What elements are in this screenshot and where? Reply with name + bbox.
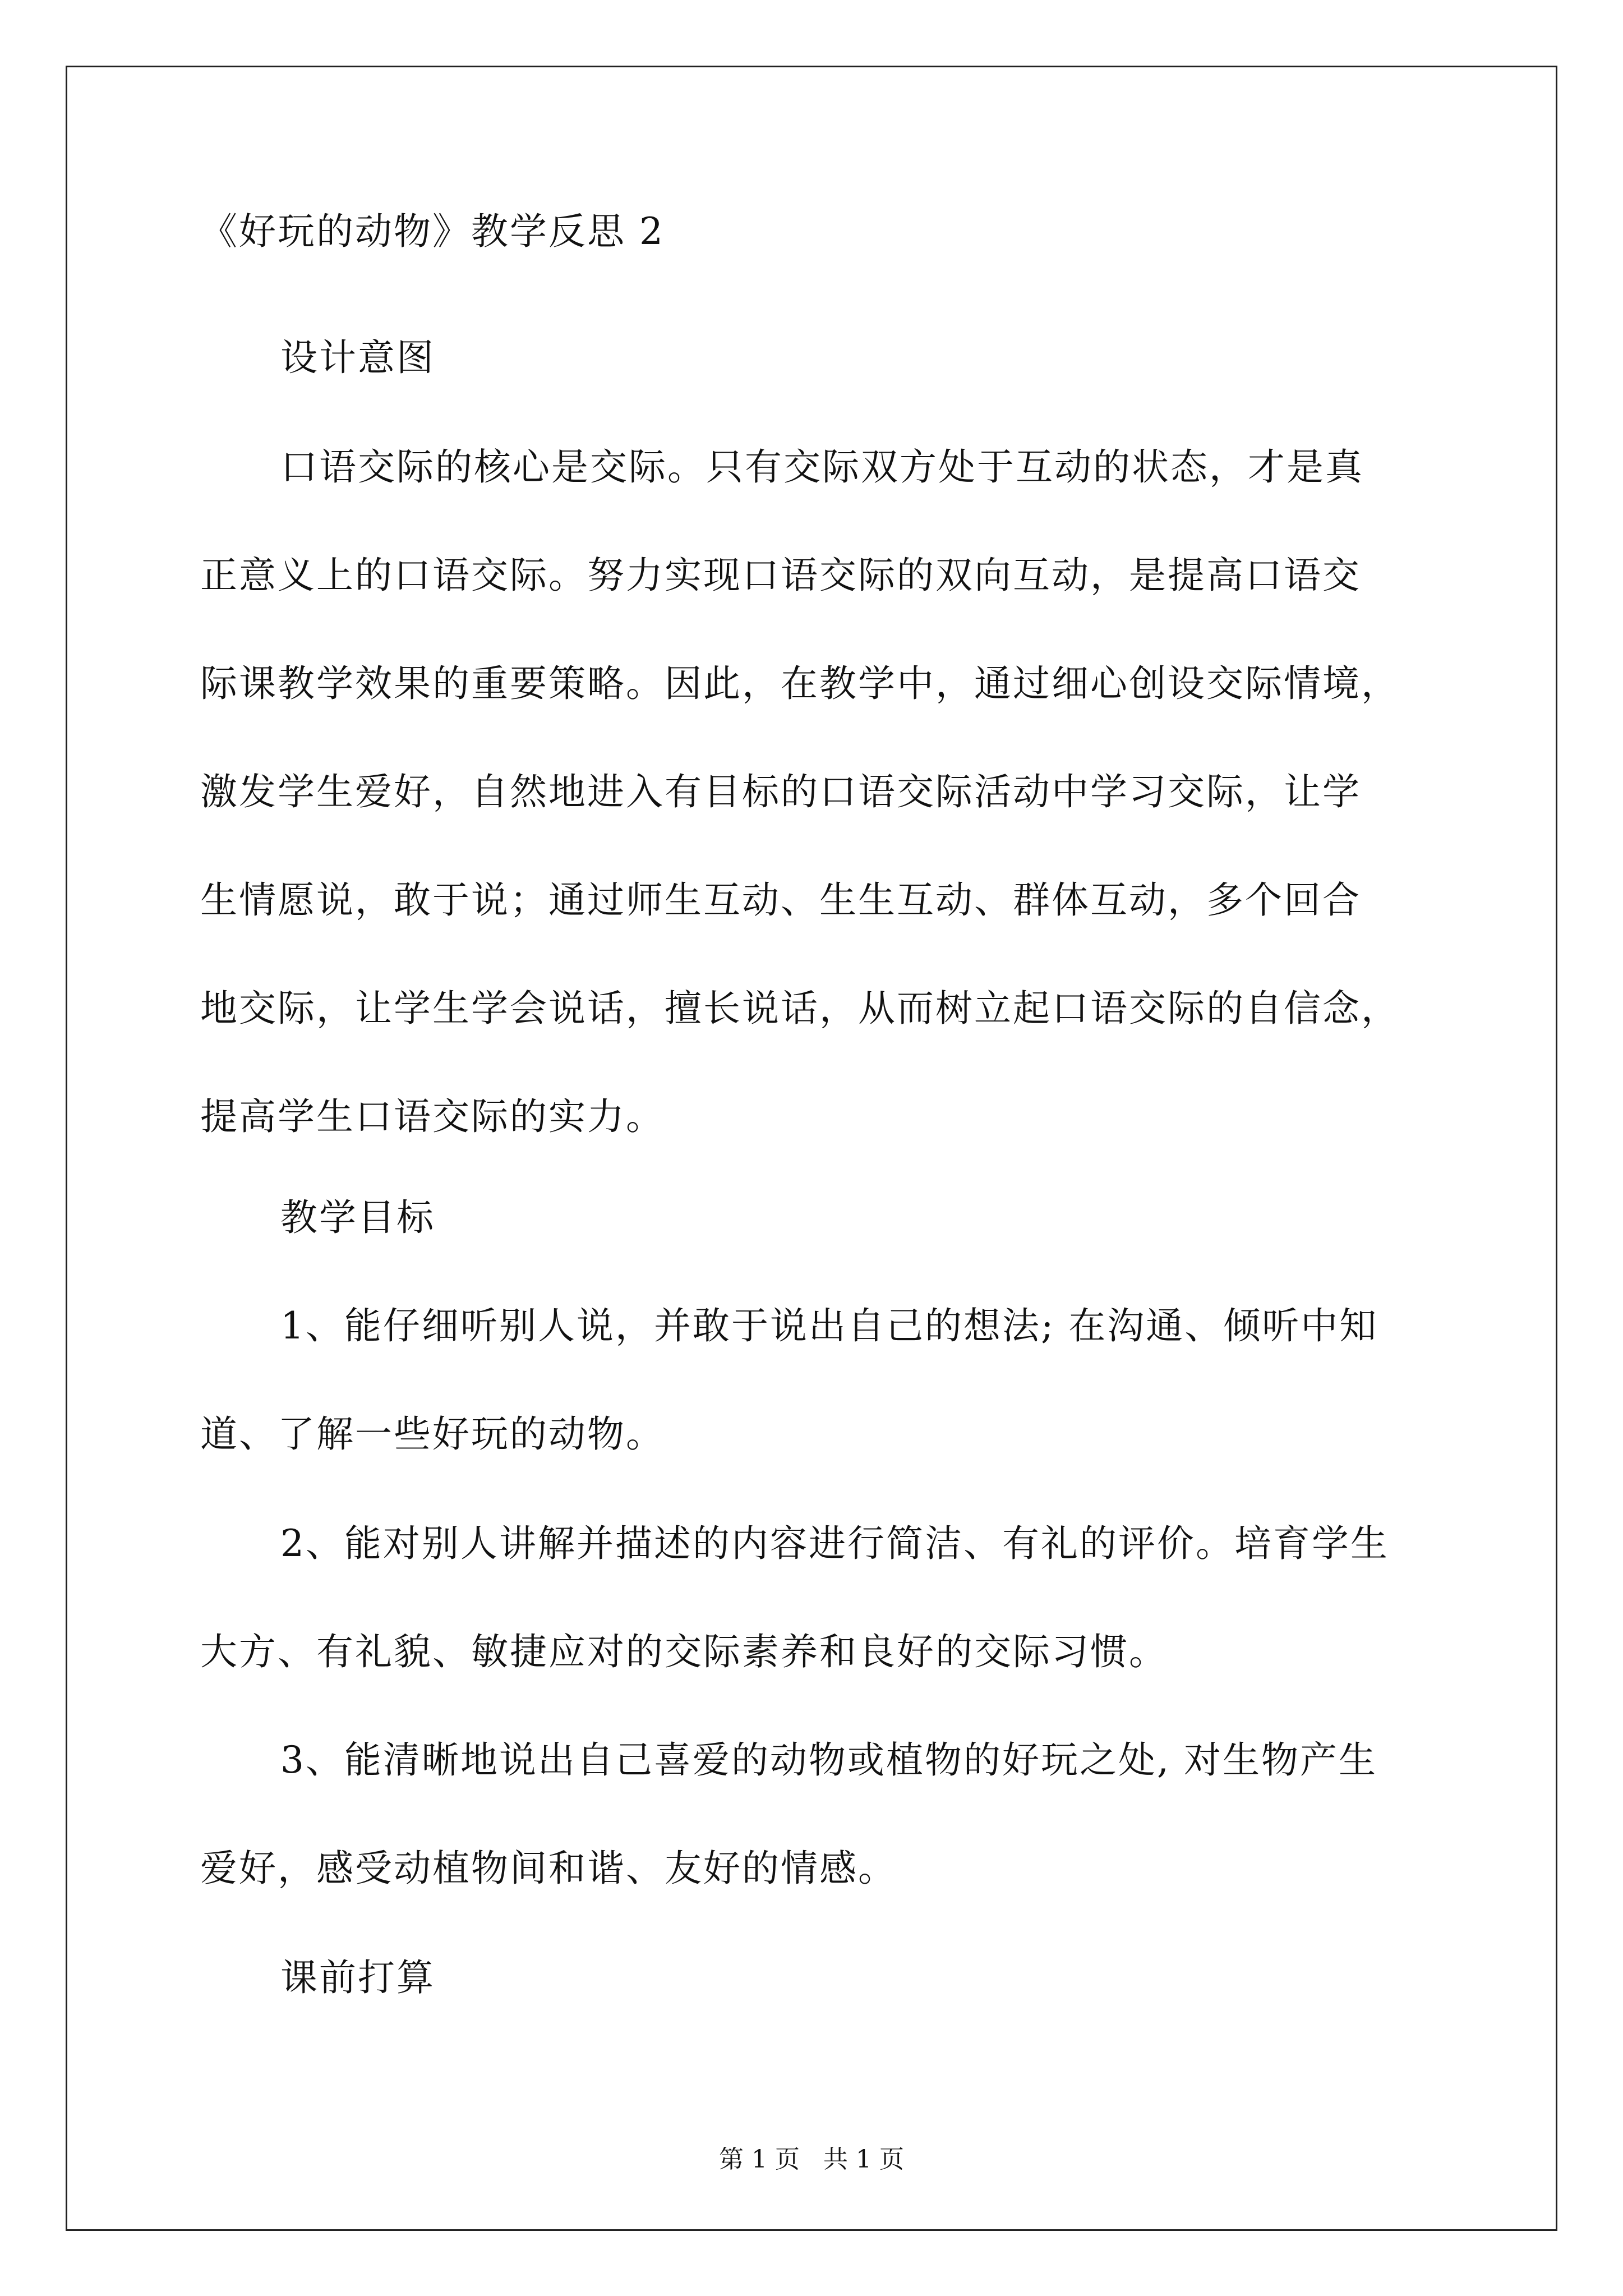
heading-design-intent: 设计意图 (280, 336, 435, 379)
paragraph-line: 口语交际的核心是交际。只有交际双方处于互动的状态，才是真 (280, 445, 1364, 489)
goal-3-line: 3、能清晰地说出自己喜爱的动物或植物的好玩之处, 对生物产生 (280, 1738, 1377, 1782)
paragraph-line: 生情愿说，敢于说；通过师生互动、生生互动、群体互动，多个回合 (200, 878, 1361, 922)
paragraph-line: 激发学生爱好，自然地进入有目标的口语交际活动中学习交际，让学 (200, 770, 1361, 813)
goal-2-line: 2、能对别人讲解并描述的内容进行简洁、有礼的评价。培育学生 (280, 1522, 1389, 1565)
goal-3-line: 爱好，感受动植物间和谐、友好的情感。 (200, 1847, 897, 1890)
paragraph-line: 正意义上的口语交际。努力实现口语交际的双向互动，是提高口语交 (200, 554, 1361, 597)
paragraph-line: 地交际，让学生学会说话，擅长说话，从而树立起口语交际的自信念， (200, 987, 1400, 1030)
goal-2-line: 大方、有礼貌、敏捷应对的交际素养和良好的交际习惯。 (200, 1630, 1168, 1673)
paragraph-line: 提高学生口语交际的实力。 (200, 1095, 665, 1138)
heading-lesson-prep: 课前打算 (280, 1956, 435, 1999)
page-number-footer: 第 1 页 共 1 页 (719, 2145, 904, 2174)
goal-1-line: 1、能仔细听别人说，并敢于说出自己的想法; 在沟通、倾听中知 (280, 1304, 1378, 1347)
goal-1-line: 道、了解一些好玩的动物。 (200, 1412, 665, 1456)
heading-teaching-goals: 教学目标 (280, 1196, 435, 1239)
page-border (66, 66, 1557, 2231)
paragraph-line: 际课教学效果的重要策略。因此，在教学中，通过细心创设交际情境， (200, 662, 1400, 705)
document-title: 《好玩的动物》教学反思 2 (200, 210, 665, 253)
